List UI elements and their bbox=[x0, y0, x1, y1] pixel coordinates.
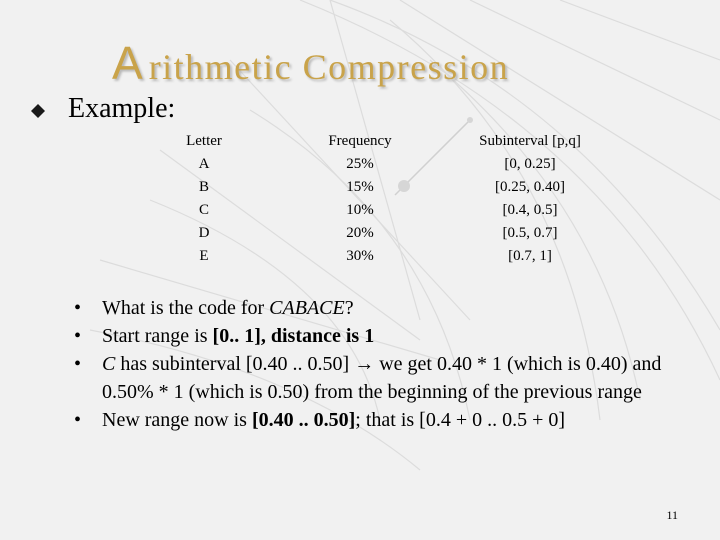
bullet-strong: [0.. 1], distance is 1 bbox=[212, 325, 375, 347]
letter-header: Letter bbox=[186, 133, 222, 149]
bullet-item bbox=[72, 294, 692, 322]
arrow-icon: → bbox=[354, 353, 375, 375]
bullet-text: ? bbox=[344, 297, 354, 319]
frequency-header: Frequency bbox=[328, 133, 392, 149]
table-cell-letter: C bbox=[198, 202, 209, 218]
bullet-dot: • bbox=[74, 325, 82, 347]
table-cell-letter: D bbox=[198, 225, 210, 241]
table-cell-frequency: 20% bbox=[346, 225, 374, 241]
bullet-item bbox=[72, 322, 692, 350]
bullet-item bbox=[72, 350, 692, 406]
table-cell-letter: E bbox=[199, 248, 209, 264]
page-number: 11 bbox=[666, 508, 678, 522]
bullet-emphasis: C bbox=[102, 353, 116, 375]
bullet-emphasis: CABACE bbox=[269, 297, 345, 319]
table-cell-subinterval: [0.25, 0.40] bbox=[495, 179, 565, 195]
table-cell-frequency: 10% bbox=[346, 202, 374, 218]
letter-column bbox=[180, 130, 228, 268]
bullet-text: has subinterval [0.40 .. 0.50] bbox=[115, 353, 355, 375]
example-label: Example: bbox=[68, 93, 176, 124]
table-cell-letter: B bbox=[198, 179, 209, 195]
slide-title bbox=[112, 36, 509, 90]
bullet-list bbox=[72, 294, 692, 434]
bullet-text: What is the code for bbox=[102, 297, 270, 319]
bullet-text: Start range is bbox=[102, 325, 213, 347]
frequency-column bbox=[322, 130, 398, 268]
table-cell-frequency: 25% bbox=[346, 156, 374, 172]
table-cell-subinterval: [0.7, 1] bbox=[508, 248, 552, 264]
table-cell-frequency: 15% bbox=[346, 179, 374, 195]
bullet-item bbox=[72, 406, 692, 434]
bullet-text: ; that is [0.4 + 0 .. 0.5 + 0] bbox=[355, 409, 566, 431]
subinterval-column bbox=[468, 130, 592, 268]
table-cell-subinterval: [0.4, 0.5] bbox=[502, 202, 558, 218]
diamond-bullet-icon bbox=[31, 104, 45, 118]
bullet-dot: • bbox=[74, 409, 82, 431]
table-cell-subinterval: [0.5, 0.7] bbox=[502, 225, 558, 241]
bullet-text: we get 0.40 * 1 (which is 0.40) and 0.50% * 1 (which is 0.50) from the beginning of the previous range bbox=[102, 353, 662, 403]
table-cell-subinterval: [0, 0.25] bbox=[504, 156, 556, 172]
bullet-dot: • bbox=[74, 297, 82, 319]
bullet-dot: • bbox=[74, 353, 82, 375]
subinterval-header: Subinterval [p,q] bbox=[479, 133, 581, 149]
title-initial: A bbox=[112, 37, 143, 89]
title-rest: rithmetic Compression bbox=[148, 47, 510, 87]
table-cell-letter: A bbox=[198, 156, 210, 172]
bullet-strong: [0.40 .. 0.50] bbox=[251, 409, 356, 431]
bullet-text: New range now is bbox=[102, 409, 252, 431]
table-cell-frequency: 30% bbox=[346, 248, 374, 264]
